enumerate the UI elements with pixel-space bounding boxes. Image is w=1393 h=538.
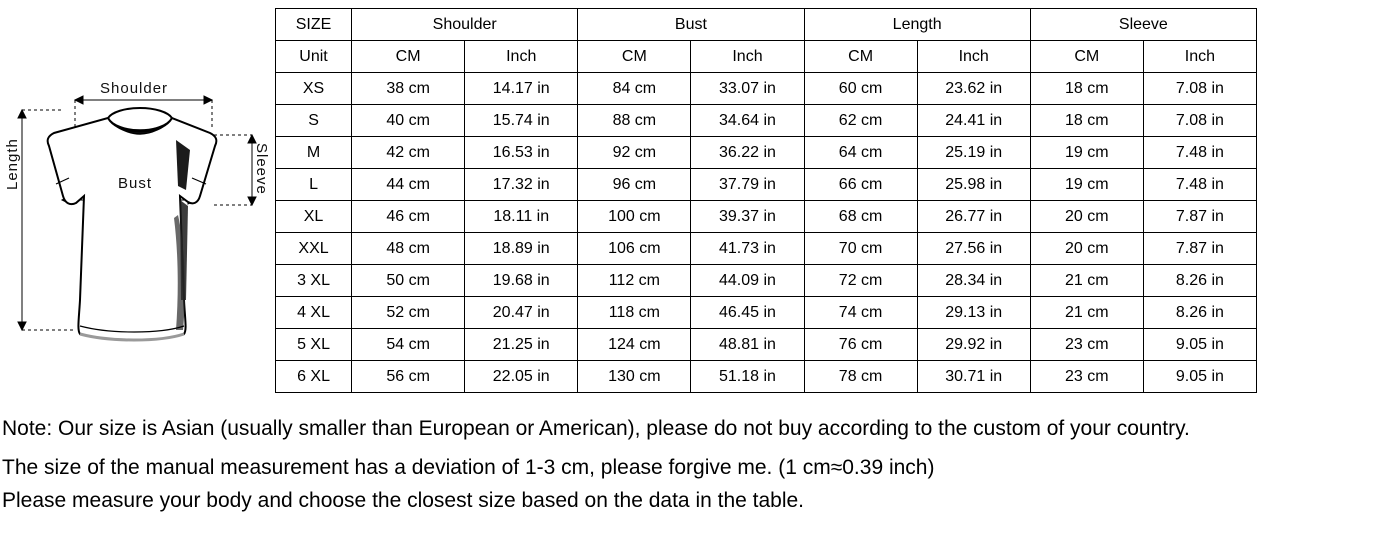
cell-shoulder-inch: 19.68 in <box>465 265 578 297</box>
cell-bust-cm: 92 cm <box>578 137 691 169</box>
cell-bust-cm: 112 cm <box>578 265 691 297</box>
cell-bust-inch: 46.45 in <box>691 297 804 329</box>
cell-shoulder-inch: 18.89 in <box>465 233 578 265</box>
cell-bust-cm: 118 cm <box>578 297 691 329</box>
table-row <box>276 265 1257 297</box>
header-length-inch: Inch <box>917 41 1030 73</box>
size-table-container <box>275 8 1257 393</box>
cell-length-cm: 66 cm <box>804 169 917 201</box>
table-row <box>276 73 1257 105</box>
cell-length-inch: 24.41 in <box>917 105 1030 137</box>
table-row <box>276 361 1257 393</box>
cell-length-inch: 29.92 in <box>917 329 1030 361</box>
cell-length-cm: 76 cm <box>804 329 917 361</box>
cell-sleeve-inch: 7.48 in <box>1143 169 1256 201</box>
cell-bust-inch: 33.07 in <box>691 73 804 105</box>
cell-shoulder-cm: 40 cm <box>352 105 465 137</box>
cell-length-cm: 62 cm <box>804 105 917 137</box>
cell-length-inch: 25.19 in <box>917 137 1030 169</box>
header-length-cm: CM <box>804 41 917 73</box>
cell-bust-inch: 39.37 in <box>691 201 804 233</box>
cell-shoulder-inch: 18.11 in <box>465 201 578 233</box>
cell-length-cm: 78 cm <box>804 361 917 393</box>
cell-bust-cm: 130 cm <box>578 361 691 393</box>
cell-sleeve-cm: 19 cm <box>1030 169 1143 201</box>
cell-shoulder-cm: 44 cm <box>352 169 465 201</box>
cell-shoulder-cm: 38 cm <box>352 73 465 105</box>
cell-sleeve-inch: 9.05 in <box>1143 361 1256 393</box>
cell-bust-cm: 96 cm <box>578 169 691 201</box>
cell-bust-inch: 48.81 in <box>691 329 804 361</box>
table-header-row-group <box>276 9 1257 41</box>
tshirt-diagram <box>0 0 275 400</box>
diagram-label-shoulder: Shoulder <box>100 80 169 97</box>
cell-sleeve-cm: 19 cm <box>1030 137 1143 169</box>
table-row <box>276 329 1257 361</box>
cell-length-cm: 60 cm <box>804 73 917 105</box>
header-size: SIZE <box>276 9 352 41</box>
cell-length-cm: 70 cm <box>804 233 917 265</box>
cell-sleeve-cm: 21 cm <box>1030 265 1143 297</box>
cell-shoulder-inch: 21.25 in <box>465 329 578 361</box>
header-bust: Bust <box>578 9 804 41</box>
cell-shoulder-cm: 48 cm <box>352 233 465 265</box>
cell-size: 6 XL <box>276 361 352 393</box>
cell-bust-cm: 124 cm <box>578 329 691 361</box>
header-unit: Unit <box>276 41 352 73</box>
cell-length-cm: 72 cm <box>804 265 917 297</box>
header-shoulder-inch: Inch <box>465 41 578 73</box>
cell-length-inch: 30.71 in <box>917 361 1030 393</box>
header-sleeve-cm: CM <box>1030 41 1143 73</box>
cell-shoulder-cm: 50 cm <box>352 265 465 297</box>
cell-shoulder-cm: 56 cm <box>352 361 465 393</box>
header-shoulder-cm: CM <box>352 41 465 73</box>
cell-sleeve-inch: 7.87 in <box>1143 233 1256 265</box>
cell-size: XXL <box>276 233 352 265</box>
size-table <box>275 8 1257 393</box>
cell-length-cm: 68 cm <box>804 201 917 233</box>
cell-bust-inch: 36.22 in <box>691 137 804 169</box>
header-sleeve-inch: Inch <box>1143 41 1256 73</box>
diagram-label-sleeve: Sleeve <box>253 143 270 195</box>
cell-shoulder-inch: 15.74 in <box>465 105 578 137</box>
cell-shoulder-cm: 42 cm <box>352 137 465 169</box>
table-row <box>276 201 1257 233</box>
table-row <box>276 297 1257 329</box>
cell-sleeve-inch: 8.26 in <box>1143 297 1256 329</box>
cell-shoulder-cm: 46 cm <box>352 201 465 233</box>
cell-sleeve-cm: 21 cm <box>1030 297 1143 329</box>
diagram-label-bust: Bust <box>118 175 153 192</box>
cell-sleeve-cm: 18 cm <box>1030 105 1143 137</box>
header-bust-inch: Inch <box>691 41 804 73</box>
cell-sleeve-inch: 7.08 in <box>1143 73 1256 105</box>
note-line-2: The size of the manual measurement has a deviation of 1-3 cm, please forgive me. (1 cm≈0.39 inch) <box>2 456 935 479</box>
cell-size: XL <box>276 201 352 233</box>
cell-size: 3 XL <box>276 265 352 297</box>
cell-bust-cm: 100 cm <box>578 201 691 233</box>
cell-shoulder-inch: 20.47 in <box>465 297 578 329</box>
cell-shoulder-inch: 17.32 in <box>465 169 578 201</box>
cell-bust-inch: 37.79 in <box>691 169 804 201</box>
cell-sleeve-cm: 23 cm <box>1030 361 1143 393</box>
cell-sleeve-cm: 23 cm <box>1030 329 1143 361</box>
cell-sleeve-cm: 20 cm <box>1030 201 1143 233</box>
cell-shoulder-cm: 52 cm <box>352 297 465 329</box>
cell-size: M <box>276 137 352 169</box>
cell-size: XS <box>276 73 352 105</box>
cell-length-inch: 26.77 in <box>917 201 1030 233</box>
header-bust-cm: CM <box>578 41 691 73</box>
cell-bust-cm: 106 cm <box>578 233 691 265</box>
table-row <box>276 105 1257 137</box>
note-line-3: Please measure your body and choose the closest size based on the data in the table. <box>2 489 805 512</box>
cell-length-cm: 74 cm <box>804 297 917 329</box>
cell-sleeve-cm: 20 cm <box>1030 233 1143 265</box>
cell-sleeve-inch: 7.87 in <box>1143 201 1256 233</box>
cell-length-inch: 23.62 in <box>917 73 1030 105</box>
cell-sleeve-inch: 8.26 in <box>1143 265 1256 297</box>
cell-sleeve-cm: 18 cm <box>1030 73 1143 105</box>
cell-length-inch: 27.56 in <box>917 233 1030 265</box>
cell-shoulder-cm: 54 cm <box>352 329 465 361</box>
table-row <box>276 137 1257 169</box>
cell-bust-inch: 44.09 in <box>691 265 804 297</box>
cell-length-inch: 28.34 in <box>917 265 1030 297</box>
table-header-row-unit <box>276 41 1257 73</box>
cell-bust-cm: 88 cm <box>578 105 691 137</box>
header-shoulder: Shoulder <box>352 9 578 41</box>
cell-shoulder-inch: 22.05 in <box>465 361 578 393</box>
cell-length-inch: 29.13 in <box>917 297 1030 329</box>
cell-bust-cm: 84 cm <box>578 73 691 105</box>
cell-sleeve-inch: 7.48 in <box>1143 137 1256 169</box>
header-sleeve: Sleeve <box>1030 9 1256 41</box>
diagram-label-length: Length <box>4 138 21 190</box>
note-line-1: Note: Our size is Asian (usually smaller than European or American), please do not buy according to the custom of your country. <box>2 417 1190 440</box>
cell-size: 4 XL <box>276 297 352 329</box>
cell-size: 5 XL <box>276 329 352 361</box>
cell-bust-inch: 34.64 in <box>691 105 804 137</box>
notes-section <box>0 412 1393 517</box>
table-body <box>276 73 1257 393</box>
cell-size: S <box>276 105 352 137</box>
cell-shoulder-inch: 14.17 in <box>465 73 578 105</box>
cell-length-cm: 64 cm <box>804 137 917 169</box>
table-row <box>276 233 1257 265</box>
cell-sleeve-inch: 9.05 in <box>1143 329 1256 361</box>
tshirt-illustration <box>0 0 275 400</box>
cell-sleeve-inch: 7.08 in <box>1143 105 1256 137</box>
cell-bust-inch: 41.73 in <box>691 233 804 265</box>
cell-shoulder-inch: 16.53 in <box>465 137 578 169</box>
header-length: Length <box>804 9 1030 41</box>
cell-size: L <box>276 169 352 201</box>
cell-length-inch: 25.98 in <box>917 169 1030 201</box>
cell-bust-inch: 51.18 in <box>691 361 804 393</box>
table-row <box>276 169 1257 201</box>
